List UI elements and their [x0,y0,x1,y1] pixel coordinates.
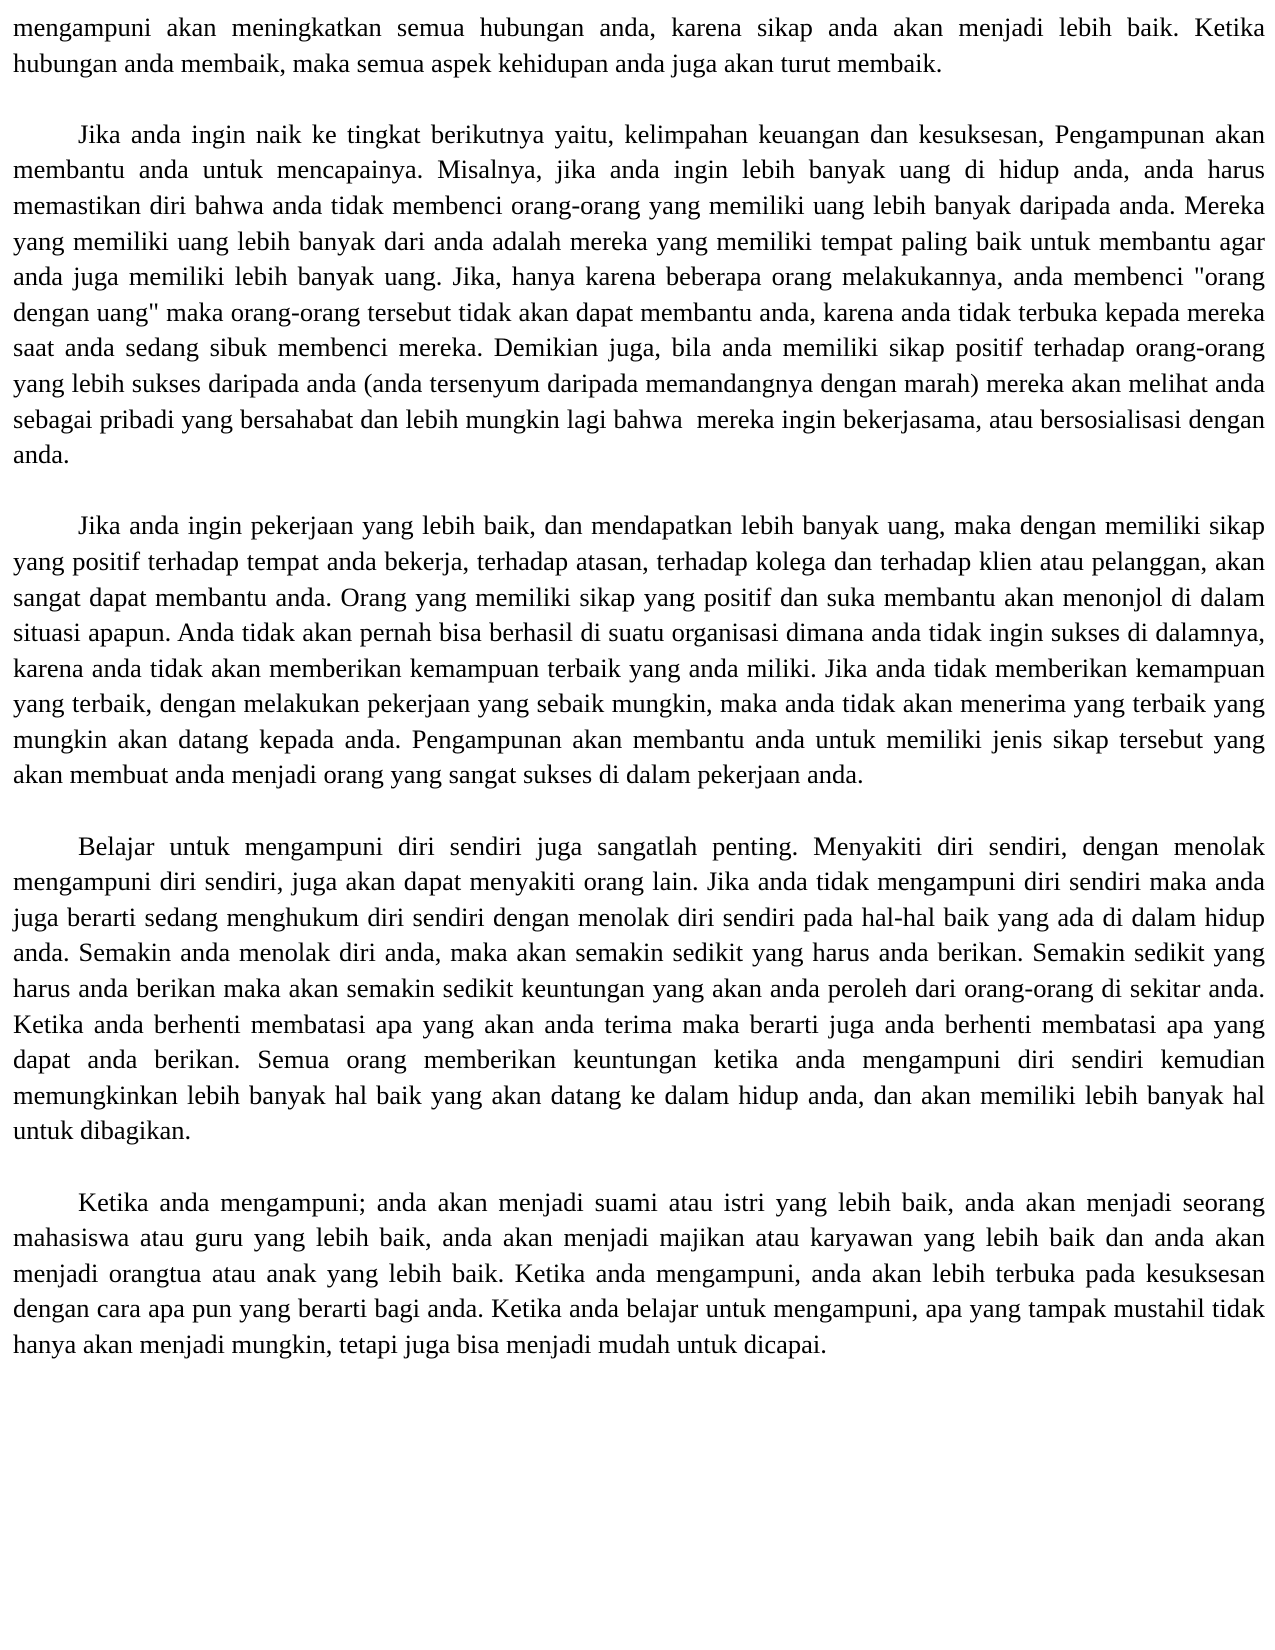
paragraph-5: Ketika anda mengampuni; anda akan menjadi suami atau istri yang lebih baik, anda akan menjadi seorang mahasiswa atau guru yang lebih baik, anda akan menjadi majikan atau karyawan yang lebih baik dan anda akan menjadi orangtua atau anak yang lebih baik. Ketika anda mengampuni, anda akan lebih terbuka pada kesuksesan dengan cara apa pun yang berarti bagi anda. Ketika anda belajar untuk mengampuni, apa yang tampak mustahil tidak hanya akan menjadi mungkin, tetapi juga bisa menjadi mudah untuk dicapai. [13,1186,1272,1359]
paragraph-2: Jika anda ingin naik ke tingkat berikutnya yaitu, kelimpahan keuangan dan kesuksesan, Pengampunan akan membantu anda untuk mencapainya. Misalnya, jika anda ingin lebih banyak uang di hidup anda, anda harus memastikan diri bahwa anda tidak membenci orang-orang yang memiliki uang lebih banyak daripada anda. Mereka yang memiliki uang lebih banyak dari anda adalah mereka yang memiliki tempat paling baik untuk membantu agar anda juga memiliki lebih banyak uang. Jika, hanya karena beberapa orang melakukannya, anda membenci "orang dengan uang" maka orang-orang tersebut tidak akan dapat membantu anda, karena anda tidak terbuka kepada mereka saat anda sedang sibuk membenci mereka. Demikian juga, bila anda memiliki sikap positif terhadap orang-orang yang lebih sukses daripada anda (anda tersenyum daripada memandangnya dengan marah) mereka akan melihat anda sebagai pribadi yang bersahabat dan lebih mungkin lagi bahwa mereka ingin bekerjasama, atau bersosialisasi dengan anda. [13,118,1272,470]
paragraph-3: Jika anda ingin pekerjaan yang lebih baik, dan mendapatkan lebih banyak uang, maka dengan memiliki sikap yang positif terhadap tempat anda bekerja, terhadap atasan, terhadap kolega dan terhadap klien atau pelanggan, akan sangat dapat membantu anda. Orang yang memiliki sikap yang positif dan suka membantu akan menonjol di dalam situasi apapun. Anda tidak akan pernah bisa berhasil di suatu organisasi dimana anda tidak ingin sukses di dalamnya, karena anda tidak akan memberikan kemampuan terbaik yang anda miliki. Jika anda tidak memberikan kemampuan yang terbaik, dengan melakukan pekerjaan yang sebaik mungkin, maka anda tidak akan menerima yang terbaik yang mungkin akan datang kepada anda. Pengampunan akan membantu anda untuk memiliki jenis sikap tersebut yang akan membuat anda menjadi orang yang sangat sukses di dalam pekerjaan anda. [13,510,1272,790]
document-text-body [13,10,1272,1363]
paragraph-1-continuation: mengampuni akan meningkatkan semua hubungan anda, karena sikap anda akan menjadi lebih baik. Ketika hubungan anda membaik, maka semua aspek kehidupan anda juga akan turut membaik. [13,12,1272,78]
paragraph-4: Belajar untuk mengampuni diri sendiri juga sangatlah penting. Menyakiti diri sendiri, dengan menolak mengampuni diri sendiri, juga akan dapat menyakiti orang lain. Jika anda tidak mengampuni diri sendiri maka anda juga berarti sedang menghukum diri sendiri dengan menolak diri sendiri pada hal-hal baik yang ada di dalam hidup anda. Semakin anda menolak diri anda, maka akan semakin sedikit yang harus anda berikan. Semakin sedikit yang harus anda berikan maka akan semakin sedikit keuntungan yang akan anda peroleh dari orang-orang di sekitar anda. Ketika anda berhenti membatasi apa yang akan anda terima maka berarti juga anda berhenti membatasi apa yang dapat anda berikan. Semua orang memberikan keuntungan ketika anda mengampuni diri sendiri kemudian memungkinkan lebih banyak hal baik yang akan datang ke dalam hidup anda, dan akan memiliki lebih banyak hal untuk dibagikan. [13,830,1272,1146]
